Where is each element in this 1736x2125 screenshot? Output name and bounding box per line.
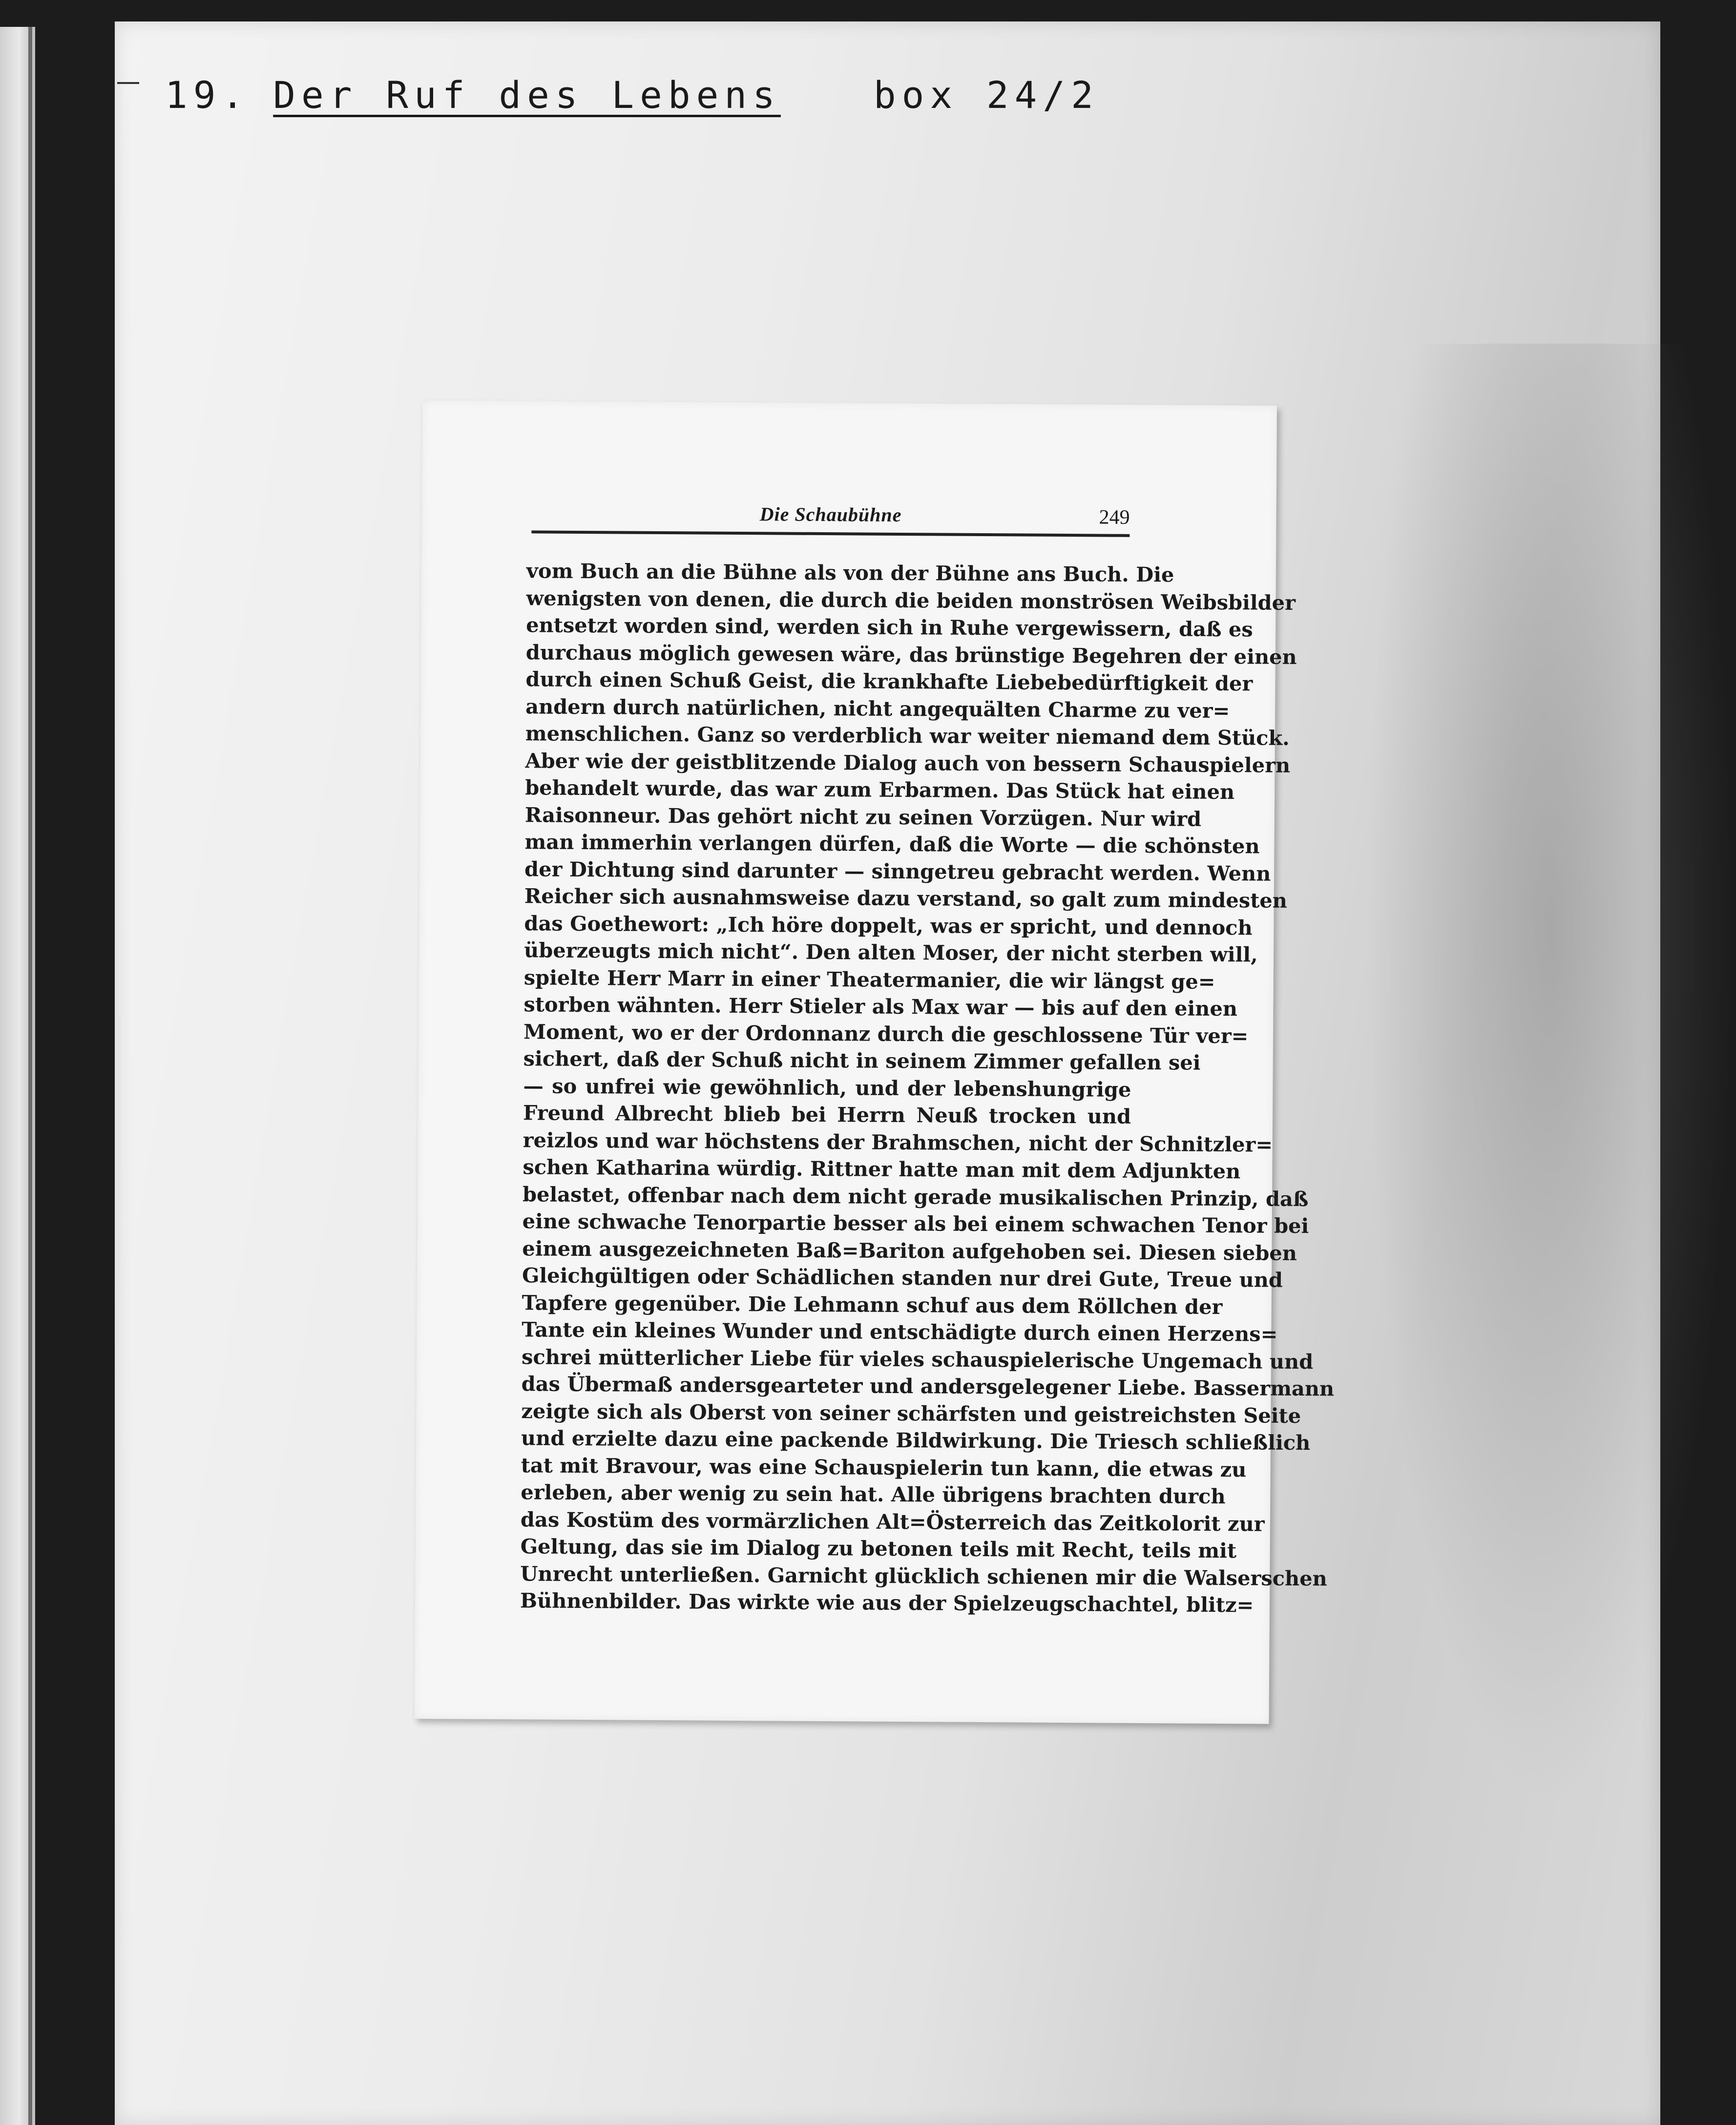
- text-line: einem ausgezeichneten Baß=Bariton aufgehoben sei. Diesen sieben: [522, 1236, 1297, 1265]
- text-line: — so unfrei wie gewöhnlich, und der lebenshungrige: [523, 1073, 1131, 1102]
- text-line: vom Buch an die Bühne als von der Bühne ans Buch. Die: [526, 559, 1174, 587]
- text-line: entsetzt worden sind, werden sich in Ruhe vergewissern, daß es: [526, 613, 1253, 642]
- text-line: Raisonneur. Das gehört nicht zu seinen Vorzügen. Nur wird: [524, 802, 1202, 831]
- text-line: schrei mütterlicher Liebe für vieles schauspielerische Ungemach und: [521, 1344, 1314, 1374]
- text-line: und erzielte dazu eine packende Bildwirkung. Die Triesch schließlich: [521, 1426, 1311, 1455]
- text-line: durch einen Schuß Geist, die krankhafte Liebebedürftigkeit der: [525, 667, 1253, 696]
- text-line: sichert, daß der Schuß nicht in seinem Zimmer gefallen sei: [523, 1046, 1201, 1075]
- text-line: andern durch natürlichen, nicht angequälten Charme zu ver=: [525, 694, 1230, 723]
- text-line: erleben, aber wenig zu sein hat. Alle übrigens brachten durch: [521, 1480, 1226, 1509]
- text-line: Gleichgültigen oder Schädlichen standen nur drei Gute, Treue und: [522, 1263, 1283, 1292]
- running-title: Die Schaubühne: [759, 503, 902, 526]
- archive-work-title: Der Ruf des Lebens: [273, 73, 781, 117]
- text-line: durchaus möglich gewesen wäre, das brünstige Begehren der einen: [525, 640, 1297, 669]
- newspaper-clipping: [415, 400, 1335, 1724]
- text-line: reizlos und war höchstens der Brahmschen, nicht der Schnitzler=: [523, 1127, 1273, 1157]
- text-line: Bühnenbilder. Das wirkte wie aus der Spielzeugschachtel, blitz=: [520, 1588, 1254, 1617]
- margin-tick-mark: [117, 82, 139, 84]
- text-line: belastet, offenbar nach dem nicht gerade musikalischen Prinzip, daß: [522, 1182, 1309, 1211]
- text-line: Freund Albrecht blieb bei Herrn Neuß trocken und: [523, 1101, 1131, 1128]
- clipping-header: [531, 501, 1129, 537]
- text-line: das Kostüm des vormärzlichen Alt=Österreich das Zeitkolorit zur: [520, 1507, 1265, 1536]
- text-line: menschlichen. Ganz so verderblich war weiter niemand dem Stück.: [525, 721, 1290, 750]
- archive-item-number: 19.: [165, 73, 250, 117]
- text-line: Unrecht unterließen. Garnicht glücklich schienen mir die Walserschen: [520, 1561, 1327, 1590]
- text-line: spielte Herr Marr in einer Theatermanier, die wir längst ge=: [523, 965, 1215, 994]
- archive-box-number: box 24/2: [873, 73, 1099, 117]
- text-line: eine schwache Tenorpartie besser als bei einem schwachen Tenor bei: [522, 1209, 1309, 1238]
- text-line: behandelt wurde, das war zum Erbarmen. Das Stück hat einen: [525, 775, 1235, 804]
- text-line: Tapfere gegenüber. Die Lehmann schuf aus dem Röllchen der: [522, 1290, 1223, 1319]
- adjacent-sheet-edge: [28, 27, 32, 2125]
- text-line: tat mit Bravour, was eine Schauspielerin tun kann, die etwas zu: [521, 1453, 1247, 1481]
- text-line: Reicher sich ausnahmsweise dazu verstand, so galt zum mindesten: [524, 884, 1288, 913]
- text-line: Tante ein kleines Wunder und entschädigte durch einen Herzens=: [522, 1317, 1278, 1346]
- text-line: man immerhin verlangen dürfen, daß die Worte — die schönsten: [524, 830, 1260, 858]
- text-line: der Dichtung sind darunter — sinngetreu gebracht werden. Wenn: [524, 856, 1271, 886]
- sheet-shading: [1365, 344, 1736, 1809]
- text-line: das Übermaß andersgearteter und andersgelegener Liebe. Bassermann: [521, 1372, 1335, 1401]
- text-line: storben wähnten. Herr Stieler als Max war — bis auf den einen: [523, 992, 1238, 1021]
- clipping-text: [520, 557, 1335, 1618]
- text-line: Geltung, das sie im Dialog zu betonen teils mit Recht, teils mit: [520, 1534, 1237, 1563]
- text-line: das Goethewort: „Ich höre doppelt, was er spricht, und dennoch: [524, 911, 1253, 939]
- text-line: schen Katharina würdig. Rittner hatte man mit dem Adjunkten: [523, 1155, 1241, 1184]
- text-line: überzeugts mich nicht“. Den alten Moser, der nicht sterben will,: [523, 938, 1258, 967]
- text-line: Aber wie der geistblitzende Dialog auch von bessern Schauspielern: [525, 748, 1291, 777]
- text-line: Moment, wo er der Ordonnanz durch die geschlossene Tür ver=: [523, 1019, 1249, 1048]
- page-number: 249: [1099, 506, 1130, 529]
- text-line: wenigsten von denen, die durch die beiden monströsen Weibsbilder: [526, 585, 1296, 615]
- text-line: zeigte sich als Oberst von seiner schärfsten und geistreichsten Seite: [521, 1398, 1301, 1428]
- archive-label: [165, 73, 1099, 117]
